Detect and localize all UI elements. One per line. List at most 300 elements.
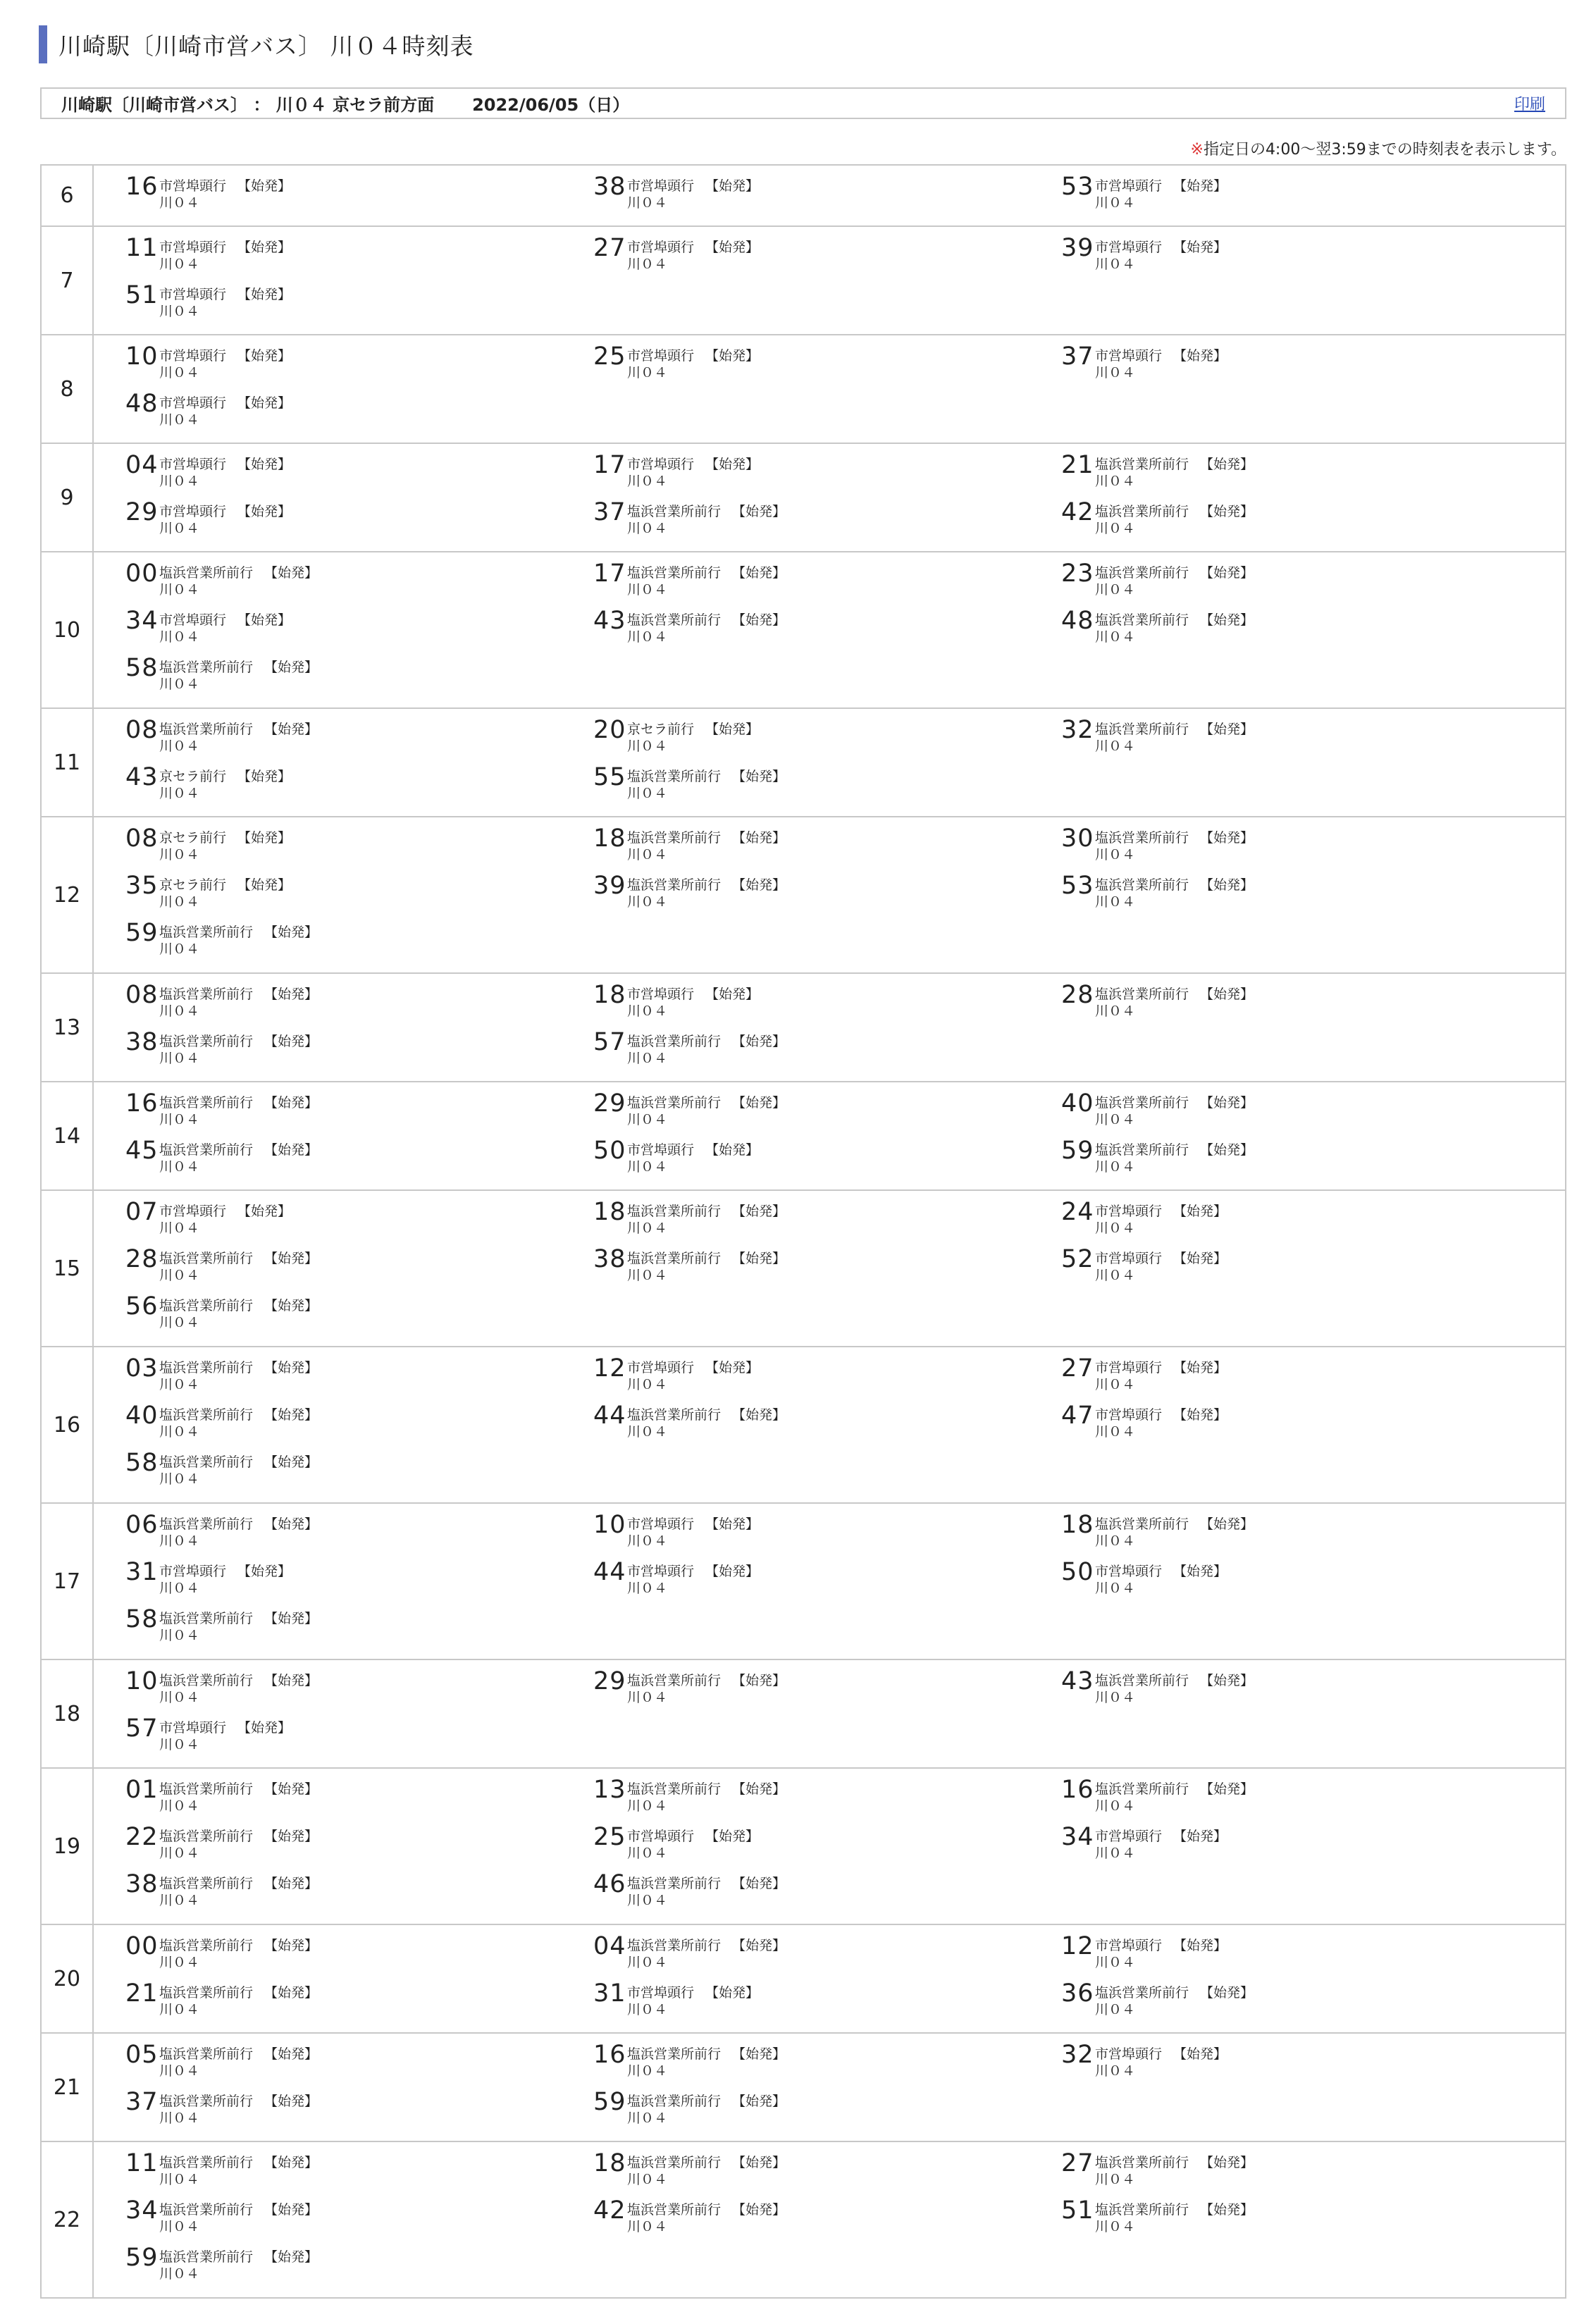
route-number: 川０４ xyxy=(159,365,200,381)
departure-minute: 20 xyxy=(593,716,626,744)
departure-minute: 39 xyxy=(1061,234,1094,262)
departure-entry xyxy=(94,560,562,607)
destination-line xyxy=(159,2094,318,2109)
hour-row xyxy=(42,974,1565,1082)
hour-row xyxy=(42,1925,1565,2034)
origin-tag: 【始発】 xyxy=(1200,830,1254,846)
route-direction-text: 川崎駅〔川崎市営バス〕 ： 川０４ 京セラ前方面 xyxy=(61,95,435,115)
destination-name: 市営埠頭行 xyxy=(1095,240,1163,255)
destination-name: 塩浜営業所前行 xyxy=(627,1781,722,1797)
departure-entry xyxy=(94,824,562,872)
destination-name: 塩浜営業所前行 xyxy=(1095,877,1189,893)
route-number: 川０４ xyxy=(627,2063,668,2079)
destination-name: 塩浜営業所前行 xyxy=(627,2046,722,2062)
departure-entry xyxy=(562,2149,1029,2196)
origin-tag: 【始発】 xyxy=(1173,1204,1227,1219)
departure-minute: 56 xyxy=(125,1292,159,1321)
hour-departures xyxy=(94,1925,1565,2032)
hour-label: 16 xyxy=(42,1347,94,1502)
origin-tag: 【始発】 xyxy=(1173,1407,1227,1423)
route-number: 川０４ xyxy=(627,1798,668,1814)
destination-line xyxy=(1095,2202,1254,2218)
route-number: 川０４ xyxy=(627,521,668,536)
destination-name: 市営埠頭行 xyxy=(1095,348,1163,364)
route-number: 川０４ xyxy=(159,1268,200,1283)
departure-entry xyxy=(94,1823,562,1870)
origin-tag: 【始発】 xyxy=(264,660,318,675)
departure-entry xyxy=(1029,1979,1497,2027)
departure-entry xyxy=(562,1137,1029,1184)
destination-line xyxy=(627,769,786,784)
departure-minute: 08 xyxy=(125,716,159,744)
hour-departures xyxy=(94,2034,1565,2141)
destination-line xyxy=(159,1360,318,1376)
print-link[interactable]: 印刷 xyxy=(1514,96,1545,113)
route-number: 川０４ xyxy=(159,2219,200,2234)
departure-minute: 48 xyxy=(1061,607,1094,635)
destination-name: 塩浜営業所前行 xyxy=(627,2202,722,2218)
departure-minute: 44 xyxy=(593,1558,626,1586)
hour-departures xyxy=(94,1347,1565,1502)
destination-line xyxy=(159,1720,291,1736)
destination-line xyxy=(159,2155,318,2170)
destination-line xyxy=(627,2094,786,2109)
destination-name: 塩浜営業所前行 xyxy=(159,1781,254,1797)
departure-entry xyxy=(1029,1354,1497,1402)
departure-entry xyxy=(562,1870,1029,1917)
departure-entry xyxy=(1029,1511,1497,1558)
departure-entry xyxy=(94,2041,562,2088)
departure-entry xyxy=(562,498,1029,545)
route-number: 川０４ xyxy=(1095,474,1136,489)
departure-entry xyxy=(562,2041,1029,2088)
departure-entry xyxy=(562,173,1029,220)
destination-name: 市営埠頭行 xyxy=(159,612,227,628)
departure-minute: 38 xyxy=(593,1245,626,1273)
departure-entry xyxy=(1029,1402,1497,1449)
departure-minute: 23 xyxy=(1061,560,1094,588)
departure-minute: 12 xyxy=(1061,1932,1094,1960)
departure-minute: 43 xyxy=(1061,1667,1094,1695)
origin-tag: 【始発】 xyxy=(264,1407,318,1423)
destination-name: 塩浜営業所前行 xyxy=(159,1407,254,1423)
departure-entry xyxy=(1029,716,1497,763)
departure-minute: 25 xyxy=(593,342,626,371)
hour-departures xyxy=(94,1504,1565,1659)
hour-row xyxy=(42,444,1565,552)
route-number: 川０４ xyxy=(627,474,668,489)
origin-tag: 【始発】 xyxy=(1200,2155,1254,2170)
departure-entry xyxy=(94,2149,562,2196)
hour-row xyxy=(42,1769,1565,1925)
route-number: 川０４ xyxy=(1095,2219,1136,2234)
departure-minute: 01 xyxy=(125,1776,159,1804)
hour-label: 10 xyxy=(42,552,94,707)
origin-tag: 【始発】 xyxy=(264,2094,318,2109)
destination-name: 市営埠頭行 xyxy=(1095,1251,1163,1266)
departure-entry xyxy=(94,872,562,919)
destination-name: 塩浜営業所前行 xyxy=(627,1407,722,1423)
route-number: 川０４ xyxy=(159,2110,200,2126)
destination-line xyxy=(627,1360,759,1376)
departure-minute: 06 xyxy=(125,1511,159,1539)
origin-tag: 【始発】 xyxy=(264,1142,318,1158)
hour-label: 6 xyxy=(42,166,94,225)
departure-minute: 27 xyxy=(1061,1354,1094,1383)
departure-entry xyxy=(562,607,1029,654)
origin-tag: 【始発】 xyxy=(732,1034,786,1049)
destination-name: 塩浜営業所前行 xyxy=(1095,612,1189,628)
departure-entry xyxy=(94,1245,562,1292)
title-accent-bar xyxy=(39,25,47,63)
hour-label: 9 xyxy=(42,444,94,551)
departure-minute: 51 xyxy=(125,281,159,309)
route-number: 川０４ xyxy=(159,1955,200,1970)
route-number: 川０４ xyxy=(159,1581,200,1596)
origin-tag: 【始発】 xyxy=(264,1034,318,1049)
departure-entry xyxy=(1029,824,1497,872)
destination-line xyxy=(1095,1095,1254,1111)
origin-tag: 【始発】 xyxy=(732,1407,786,1423)
departure-entry xyxy=(94,1558,562,1605)
departure-entry xyxy=(94,654,562,701)
departure-minute: 04 xyxy=(593,1932,626,1960)
destination-line xyxy=(627,1142,759,1158)
origin-tag: 【始発】 xyxy=(1200,1142,1254,1158)
origin-tag: 【始発】 xyxy=(732,2155,786,2170)
destination-name: 市営埠頭行 xyxy=(1095,1204,1163,1219)
destination-line xyxy=(159,287,291,302)
route-number: 川０４ xyxy=(1095,2002,1136,2017)
destination-line xyxy=(159,1829,318,1844)
departure-entry xyxy=(94,342,562,390)
departure-minute: 55 xyxy=(593,763,626,791)
departure-entry xyxy=(1029,1198,1497,1245)
departure-entry xyxy=(94,1605,562,1652)
page-title-text: 川崎駅〔川崎市営バス〕 川０４時刻表 xyxy=(58,32,474,60)
departure-entry xyxy=(562,1776,1029,1823)
destination-line xyxy=(159,830,291,846)
departure-entry xyxy=(94,1776,562,1823)
departure-entry xyxy=(94,498,562,545)
destination-line xyxy=(627,457,759,472)
destination-line xyxy=(159,2046,318,2062)
hour-row xyxy=(42,166,1565,227)
origin-tag: 【始発】 xyxy=(237,1204,292,1219)
departure-minute: 10 xyxy=(125,1667,159,1695)
destination-line xyxy=(1095,565,1254,581)
hour-departures xyxy=(94,1191,1565,1346)
destination-line xyxy=(1095,1204,1227,1219)
departure-entry xyxy=(1029,1776,1497,1823)
hour-label: 21 xyxy=(42,2034,94,2141)
route-number: 川０４ xyxy=(1095,1268,1136,1283)
departure-minute: 11 xyxy=(125,234,159,262)
route-number: 川０４ xyxy=(1095,1003,1136,1019)
destination-line xyxy=(627,1095,786,1111)
departure-minute: 42 xyxy=(593,2196,626,2225)
departure-entry xyxy=(94,1137,562,1184)
destination-name: 塩浜営業所前行 xyxy=(159,565,254,581)
departure-entry xyxy=(94,1932,562,1979)
origin-tag: 【始発】 xyxy=(705,1142,760,1158)
departure-entry xyxy=(1029,2196,1497,2244)
destination-line xyxy=(1095,1564,1227,1579)
destination-line xyxy=(627,240,759,255)
destination-line xyxy=(159,1034,318,1049)
hour-departures xyxy=(94,166,1565,225)
route-number: 川０４ xyxy=(627,1003,668,1019)
destination-line xyxy=(159,877,291,893)
destination-line xyxy=(627,987,759,1002)
destination-line xyxy=(627,1407,786,1423)
destination-name: 塩浜営業所前行 xyxy=(159,1829,254,1844)
destination-line xyxy=(627,1564,759,1579)
departure-entry xyxy=(94,1402,562,1449)
destination-line xyxy=(1095,504,1254,519)
departure-minute: 27 xyxy=(593,234,626,262)
origin-tag: 【始発】 xyxy=(237,287,292,302)
origin-tag: 【始発】 xyxy=(732,1204,786,1219)
destination-line xyxy=(159,1781,318,1797)
departure-minute: 59 xyxy=(593,2088,626,2116)
route-number: 川０４ xyxy=(627,365,668,381)
destination-name: 京セラ前行 xyxy=(159,877,227,893)
hour-label: 19 xyxy=(42,1769,94,1924)
destination-line xyxy=(1095,1360,1227,1376)
timetable-date: 2022/06/05（日） xyxy=(472,95,630,115)
destination-name: 塩浜営業所前行 xyxy=(627,1095,722,1111)
route-number: 川０４ xyxy=(159,1112,200,1127)
departure-entry xyxy=(1029,1667,1497,1714)
origin-tag: 【始発】 xyxy=(732,1876,786,1891)
departure-entry xyxy=(94,607,562,654)
route-number: 川０４ xyxy=(159,2063,200,2079)
departure-minute: 32 xyxy=(1061,716,1094,744)
destination-name: 市営埠頭行 xyxy=(159,395,227,411)
hour-row xyxy=(42,335,1565,444)
origin-tag: 【始発】 xyxy=(732,1673,786,1688)
route-number: 川０４ xyxy=(159,1051,200,1066)
origin-tag: 【始発】 xyxy=(1200,1095,1254,1111)
origin-tag: 【始発】 xyxy=(732,2202,786,2218)
departure-entry xyxy=(94,1870,562,1917)
destination-line xyxy=(159,565,318,581)
departure-minute: 16 xyxy=(593,2041,626,2069)
destination-name: 塩浜営業所前行 xyxy=(159,2202,254,2218)
origin-tag: 【始発】 xyxy=(1200,1516,1254,1532)
origin-tag: 【始発】 xyxy=(732,1781,786,1797)
hour-departures xyxy=(94,1082,1565,1189)
destination-name: 市営埠頭行 xyxy=(159,178,227,194)
departure-entry xyxy=(94,2088,562,2135)
departure-entry xyxy=(94,716,562,763)
hour-departures xyxy=(94,335,1565,443)
hour-row xyxy=(42,1660,1565,1769)
departure-entry xyxy=(562,234,1029,281)
departure-minute: 42 xyxy=(1061,498,1094,526)
destination-name: 塩浜営業所前行 xyxy=(627,1251,722,1266)
destination-name: 塩浜営業所前行 xyxy=(159,1360,254,1376)
route-number: 川０４ xyxy=(159,304,200,319)
origin-tag: 【始発】 xyxy=(264,1298,318,1313)
origin-tag: 【始発】 xyxy=(264,2249,318,2265)
departure-minute: 44 xyxy=(593,1402,626,1430)
origin-tag: 【始発】 xyxy=(1173,348,1227,364)
route-number: 川０４ xyxy=(159,582,200,598)
destination-line xyxy=(627,612,786,628)
route-number: 川０４ xyxy=(159,941,200,957)
route-number: 川０４ xyxy=(1095,1377,1136,1392)
destination-name: 塩浜営業所前行 xyxy=(1095,1781,1189,1797)
destination-line xyxy=(1095,348,1227,364)
hour-departures xyxy=(94,974,1565,1081)
destination-name: 塩浜営業所前行 xyxy=(159,925,254,940)
destination-name: 市営埠頭行 xyxy=(159,348,227,364)
departure-minute: 47 xyxy=(1061,1402,1094,1430)
hour-row xyxy=(42,1191,1565,1347)
destination-line xyxy=(159,1251,318,1266)
departure-minute: 21 xyxy=(125,1979,159,2008)
hour-row xyxy=(42,2034,1565,2142)
departure-entry xyxy=(94,1667,562,1714)
destination-name: 塩浜営業所前行 xyxy=(159,1298,254,1313)
departure-minute: 58 xyxy=(125,1449,159,1477)
route-number: 川０４ xyxy=(627,256,668,272)
destination-line xyxy=(159,987,318,1002)
origin-tag: 【始発】 xyxy=(1200,1985,1254,2001)
destination-line xyxy=(1095,1516,1254,1532)
departure-minute: 37 xyxy=(593,498,626,526)
origin-tag: 【始発】 xyxy=(1200,722,1254,737)
destination-name: 市営埠頭行 xyxy=(159,1720,227,1736)
origin-tag: 【始発】 xyxy=(1200,504,1254,519)
route-number: 川０４ xyxy=(627,2172,668,2187)
destination-name: 市営埠頭行 xyxy=(627,987,695,1002)
hour-label: 18 xyxy=(42,1660,94,1767)
destination-name: 塩浜営業所前行 xyxy=(627,830,722,846)
origin-tag: 【始発】 xyxy=(705,1360,760,1376)
note-mark: ※ xyxy=(1190,141,1204,159)
departure-minute: 34 xyxy=(1061,1823,1094,1851)
destination-name: 塩浜営業所前行 xyxy=(159,1095,254,1111)
departure-entry xyxy=(1029,607,1497,654)
destination-name: 塩浜営業所前行 xyxy=(159,660,254,675)
destination-line xyxy=(627,2046,786,2062)
destination-name: 市営埠頭行 xyxy=(627,1829,695,1844)
departure-entry xyxy=(94,1028,562,1075)
departure-minute: 59 xyxy=(125,919,159,947)
destination-name: 塩浜営業所前行 xyxy=(159,1876,254,1891)
departure-minute: 59 xyxy=(1061,1137,1094,1165)
departure-entry xyxy=(1029,342,1497,390)
origin-tag: 【始発】 xyxy=(1200,2202,1254,2218)
route-number: 川０４ xyxy=(1095,1581,1136,1596)
departure-entry xyxy=(94,1354,562,1402)
route-number: 川０４ xyxy=(627,2219,668,2234)
hour-departures xyxy=(94,444,1565,551)
origin-tag: 【始発】 xyxy=(732,877,786,893)
departure-minute: 40 xyxy=(1061,1089,1094,1118)
destination-name: 塩浜営業所前行 xyxy=(1095,1985,1189,2001)
origin-tag: 【始発】 xyxy=(1200,987,1254,1002)
destination-name: 塩浜営業所前行 xyxy=(627,877,722,893)
departure-entry xyxy=(94,1511,562,1558)
destination-name: 塩浜営業所前行 xyxy=(159,1251,254,1266)
route-number: 川０４ xyxy=(159,1377,200,1392)
range-note xyxy=(1191,137,1567,159)
route-number: 川０４ xyxy=(1095,1112,1136,1127)
departure-minute: 36 xyxy=(1061,1979,1094,2008)
origin-tag: 【始発】 xyxy=(732,1251,786,1266)
departure-minute: 16 xyxy=(125,1089,159,1118)
departure-entry xyxy=(1029,173,1497,220)
destination-line xyxy=(627,1938,786,1953)
origin-tag: 【始発】 xyxy=(732,612,786,628)
route-number: 川０４ xyxy=(159,1737,200,1752)
route-number: 川０４ xyxy=(1095,847,1136,863)
destination-name: 塩浜営業所前行 xyxy=(159,2094,254,2109)
destination-name: 市営埠頭行 xyxy=(159,504,227,519)
page-title xyxy=(39,25,474,63)
destination-line xyxy=(1095,722,1254,737)
departure-minute: 28 xyxy=(1061,981,1094,1009)
route-number: 川０４ xyxy=(627,1051,668,1066)
departure-minute: 37 xyxy=(125,2088,159,2116)
departure-minute: 29 xyxy=(593,1667,626,1695)
hour-departures xyxy=(94,709,1565,816)
destination-line xyxy=(1095,612,1254,628)
destination-name: 市営埠頭行 xyxy=(627,457,695,472)
destination-line xyxy=(1095,877,1254,893)
departure-minute: 27 xyxy=(1061,2149,1094,2177)
destination-line xyxy=(627,2155,786,2170)
departure-entry xyxy=(562,1198,1029,1245)
departure-minute: 38 xyxy=(125,1028,159,1056)
departure-minute: 37 xyxy=(1061,342,1094,371)
origin-tag: 【始発】 xyxy=(1173,1564,1227,1579)
route-number: 川０４ xyxy=(1095,2063,1136,2079)
departure-minute: 28 xyxy=(125,1245,159,1273)
departure-entry xyxy=(94,451,562,498)
departure-entry xyxy=(562,1823,1029,1870)
origin-tag: 【始発】 xyxy=(705,1564,760,1579)
destination-line xyxy=(159,1095,318,1111)
destination-name: 塩浜営業所前行 xyxy=(627,769,722,784)
route-number: 川０４ xyxy=(627,1424,668,1440)
origin-tag: 【始発】 xyxy=(705,178,760,194)
hour-label: 17 xyxy=(42,1504,94,1659)
destination-line xyxy=(159,1876,318,1891)
departure-entry xyxy=(562,1245,1029,1292)
hour-row xyxy=(42,552,1565,709)
route-number: 川０４ xyxy=(159,1003,200,1019)
destination-name: 塩浜営業所前行 xyxy=(159,1142,254,1158)
route-number: 川０４ xyxy=(627,1846,668,1861)
origin-tag: 【始発】 xyxy=(705,987,760,1002)
departure-entry xyxy=(94,1979,562,2027)
route-number: 川０４ xyxy=(1095,894,1136,910)
origin-tag: 【始発】 xyxy=(705,348,760,364)
departure-minute: 16 xyxy=(1061,1776,1094,1804)
destination-line xyxy=(627,2202,786,2218)
route-number: 川０４ xyxy=(627,1159,668,1175)
destination-name: 市営埠頭行 xyxy=(627,1142,695,1158)
origin-tag: 【始発】 xyxy=(264,925,318,940)
route-number: 川０４ xyxy=(159,1471,200,1487)
hour-departures xyxy=(94,2142,1565,2297)
origin-tag: 【始発】 xyxy=(237,877,292,893)
